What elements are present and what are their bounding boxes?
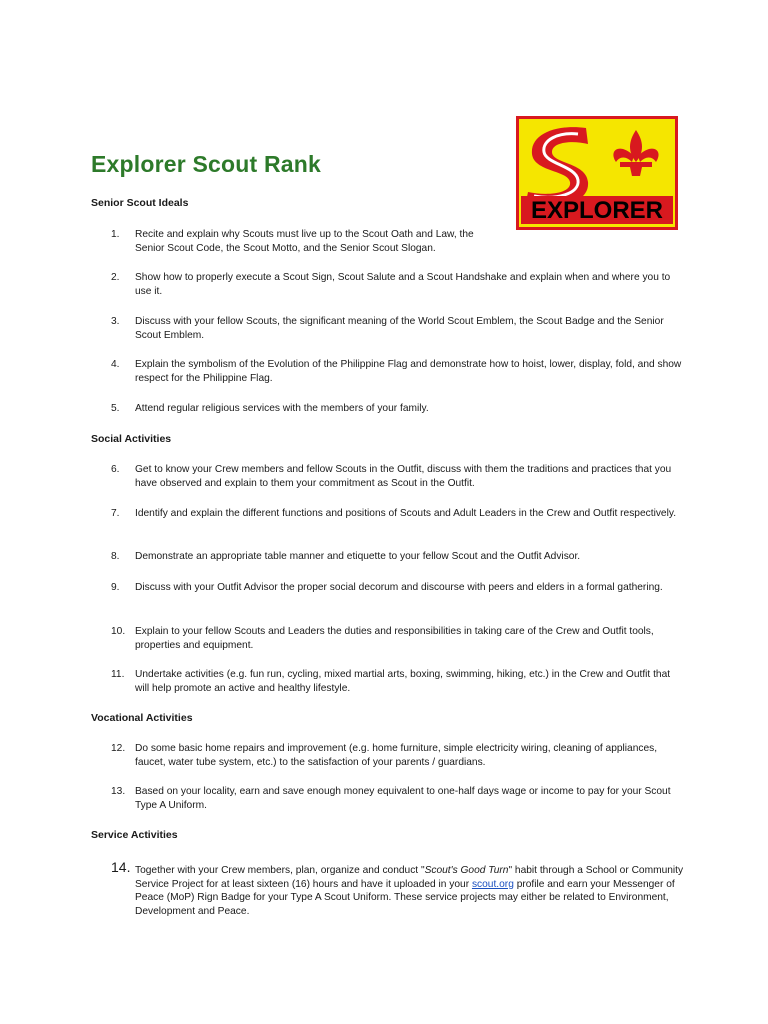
section-heading-vocational-activities: Vocational Activities (91, 712, 193, 724)
item-number: 3. (111, 316, 120, 327)
item-number: 11. (111, 669, 125, 680)
item-text: Show how to properly execute a Scout Sign, Scout Salute and a Scout Handshake and explain when and where you to use it. (135, 272, 671, 297)
item-number: 14. (111, 859, 131, 875)
item-text: Do some basic home repairs and improvement (e.g. home furniture, simple electricity wiring, cleaning of appliances, faucet, water tube system, etc.) to the satisfaction of your parents / guardians. (135, 743, 658, 768)
item-text (135, 864, 685, 918)
item-number: 1. (111, 229, 120, 240)
item-number: 6. (111, 464, 120, 475)
section-heading-senior-scout-ideals: Senior Scout Ideals (91, 197, 189, 209)
item-text: Recite and explain why Scouts must live up to the Scout Oath and Law, the Senior Scout Code, the Scout Motto, and the Senior Scout Slogan. (135, 229, 474, 254)
item-number: 5. (111, 403, 120, 414)
item-text: Discuss with your Outfit Advisor the proper social decorum and discourse with peers and elders in a formal gathering. (135, 582, 663, 593)
item-text-post: profile and earn your Messenger of Peace (MoP) Rign Badge for your Type A Scout Uniform. These service projects may either be related to Environment, Development and Peace. (135, 878, 675, 917)
item-text: Attend regular religious services with the members of your family. (135, 403, 429, 414)
item-number: 8. (111, 551, 120, 562)
explorer-logo (516, 116, 678, 230)
good-turn-emphasis: Scout's Good Turn (424, 865, 509, 876)
item-number: 4. (111, 359, 120, 370)
section-heading-service-activities: Service Activities (91, 829, 178, 841)
item-text: Explain the symbolism of the Evolution of the Philippine Flag and demonstrate how to hoist, lower, display, fold, and show respect for the Philippine Flag. (135, 359, 682, 384)
section-heading-social-activities: Social Activities (91, 433, 172, 445)
page-title: Explorer Scout Rank (91, 151, 322, 177)
item-number: 12. (111, 743, 126, 754)
item-text: Undertake activities (e.g. fun run, cycling, mixed martial arts, boxing, swimming, hiking, etc.) in the Crew and Outfit that will help promote an active and healthy lifestyle. (135, 669, 671, 694)
item-text: Get to know your Crew members and fellow Scouts in the Outfit, discuss with them the traditions and practices that you have observed and explain to them your commitment as Scout in the Outfit. (135, 464, 672, 489)
item-number: 13. (111, 786, 126, 797)
item-text: Based on your locality, earn and save enough money equivalent to one-half days wage or income to pay for your Scout Type A Uniform. (135, 786, 671, 811)
item-number: 7. (111, 508, 120, 519)
logo-text: EXPLORER (530, 197, 664, 224)
scout-org-link[interactable]: scout.org (471, 878, 514, 890)
item-text: Explain to your fellow Scouts and Leaders the duties and responsibilities in taking care of the Crew and Outfit tools, properties and equipment. (135, 626, 654, 651)
item-number: 9. (111, 582, 120, 593)
item-number: 2. (111, 272, 120, 283)
item-text-mid: " habit through a School or Community Service Project for at least sixteen (16) hours and have it uploaded in your (135, 865, 684, 890)
item-number: 10. (111, 626, 126, 637)
item-text: Identify and explain the different functions and positions of Scouts and Adult Leaders in the Crew and Outfit respectively. (135, 508, 677, 519)
item-text: Discuss with your fellow Scouts, the significant meaning of the World Scout Emblem, the Scout Badge and the Senior Scout Emblem. (135, 316, 664, 341)
item-text: Demonstrate an appropriate table manner and etiquette to your fellow Scout and the Outfit Advisor. (135, 551, 581, 562)
item-text-pre: Together with your Crew members, plan, organize and conduct " (135, 865, 425, 876)
